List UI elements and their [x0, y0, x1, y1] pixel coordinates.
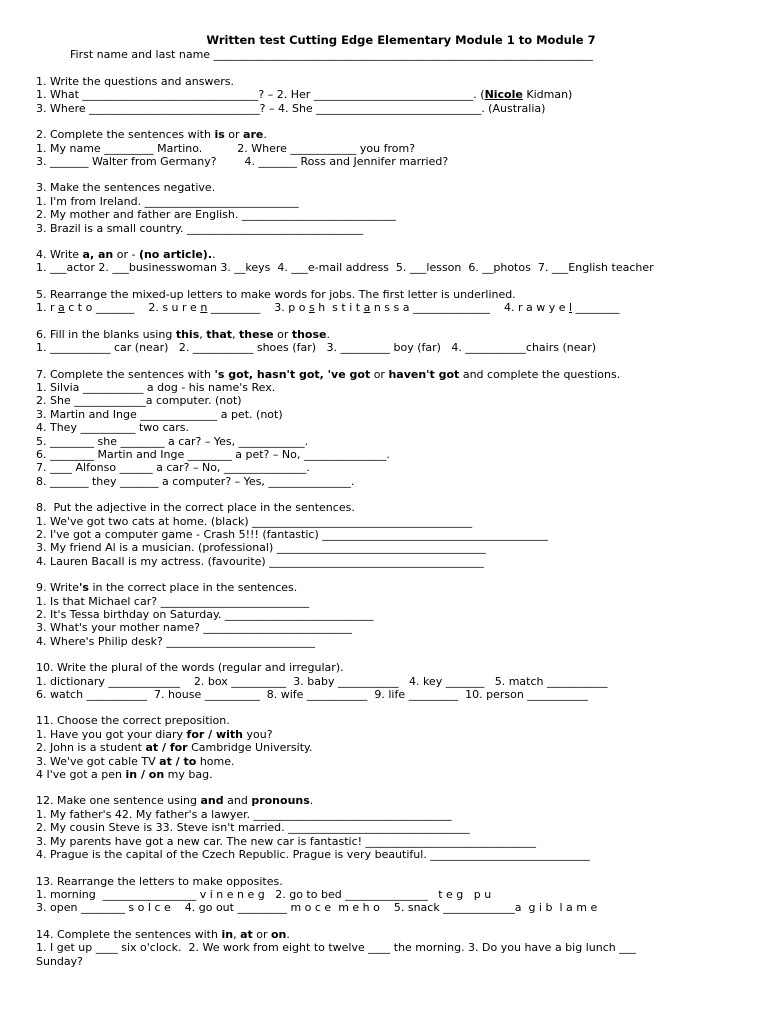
bold-text: in: [221, 927, 234, 941]
exercise-item: [36, 461, 736, 474]
exercise-8: [36, 501, 736, 568]
text-run: 9. Write: [36, 581, 80, 595]
text-run: ,: [233, 927, 241, 941]
exercise-item: [36, 621, 736, 634]
text-run: 1. morning _________________ v i n e n e g 2. go to bed _______________ t e g p u: [36, 887, 492, 901]
text-run: and: [223, 794, 252, 808]
exercise-item: [36, 381, 736, 394]
exercise-item: [36, 768, 736, 781]
text-run: 3. Where _______________________________? – 4. She ______________________________. (Australia): [36, 101, 546, 115]
exercise-10: [36, 661, 736, 701]
exercise-item: [36, 541, 736, 554]
bold-text: at / to: [159, 754, 197, 768]
text-run: _________ 3. p o: [207, 301, 309, 315]
exercise-instruction: [36, 181, 736, 194]
text-run: ________: [572, 301, 620, 315]
text-run: 5. ________ she ________ a car? – Yes, ____________.: [36, 434, 309, 448]
text-run: 13. Rearrange the letters to make opposites.: [36, 874, 283, 888]
exercise-instruction: [36, 368, 736, 381]
exercise-item: [36, 901, 736, 914]
text-run: 4. Lauren Bacall is my actress. (favourite) _______________________________________: [36, 554, 484, 568]
exercise-item: [36, 635, 736, 648]
bold-text: this: [175, 327, 200, 341]
text-run: .: [309, 794, 314, 808]
exercise-item: [36, 741, 736, 754]
text-run: .: [212, 248, 216, 262]
text-run: 1. I get up ____ six o'clock. 2. We work from eight to twelve ____ the morning. 3. Do you have a big lunch ___: [36, 941, 636, 955]
exercise-item: [36, 755, 736, 768]
text-run: in the correct place in the sentences.: [88, 581, 298, 595]
text-run: home.: [196, 754, 235, 768]
text-run: .: [326, 327, 330, 341]
text-run: .: [286, 927, 290, 941]
exercise-instruction: [36, 714, 736, 727]
text-run: 6. ________ Martin and Inge ________ a pet? – No, _______________.: [36, 447, 390, 461]
text-run: or -: [113, 248, 139, 262]
text-run: ,: [232, 327, 240, 341]
underlined-letter: l: [569, 301, 573, 315]
exercise-item: [36, 88, 736, 101]
text-run: 3. open ________ s o l c e 4. go out _________ m o c e m e h o 5. snack _____________a g i b l a m e: [36, 901, 598, 915]
bold-text: 's got, hasn't got, 've got: [214, 367, 371, 381]
text-run: 1. My name _________ Martino. 2. Where ____________ you from?: [36, 141, 416, 155]
exercise-4: [36, 248, 736, 275]
text-run: 3. My parents have got a new car. The new car is fantastic! _______________________________: [36, 834, 537, 848]
text-run: or: [252, 927, 271, 941]
text-run: n s s a ______________ 4. r a w y e: [370, 301, 569, 315]
text-run: 1. Write the questions and answers.: [36, 75, 234, 88]
bold-text: is: [214, 128, 225, 142]
text-run: 3. What's your mother name? ___________________________: [36, 621, 352, 635]
text-run: 2. She _____________a computer. (not): [36, 394, 242, 408]
exercise-instruction: [36, 928, 736, 941]
text-run: you?: [243, 727, 273, 741]
bold-text: in / on: [125, 768, 165, 782]
underlined-letter: a: [58, 301, 65, 315]
bold-text: for / with: [186, 727, 244, 741]
bold-text: pronouns: [251, 794, 310, 808]
text-run: h s t i t: [314, 301, 364, 315]
text-run: 10. Write the plural of the words (regular and irregular).: [36, 661, 344, 675]
text-run: 3. Make the sentences negative.: [36, 181, 216, 195]
underlined-text: Nicole: [484, 88, 523, 102]
exercise-item: [36, 515, 736, 528]
exercise-item: [36, 528, 736, 541]
exercise-item: [36, 675, 736, 688]
text-run: ,: [199, 327, 207, 341]
exercise-instruction: [36, 661, 736, 674]
text-run: 3. We've got cable TV: [36, 754, 160, 768]
text-run: 1. We've got two cats at home. (black) ________________________________________: [36, 514, 473, 528]
text-run: 1. I'm from Ireland. ____________________________: [36, 194, 299, 208]
text-run: 6. Fill in the blanks using: [36, 327, 176, 341]
exercise-item: [36, 341, 736, 354]
exercise-item: [36, 102, 736, 115]
exercise-12: [36, 794, 736, 861]
text-run: 1. Have you got your diary: [36, 727, 187, 741]
text-run: 1. What ________________________________? – 2. Her _____________________________. (: [36, 88, 485, 102]
bold-text: on: [271, 927, 287, 941]
exercise-item: [36, 222, 736, 235]
exercise-item: [36, 155, 736, 168]
text-run: 4. Prague is the capital of the Czech Republic. Prague is very beautiful. _____________________________: [36, 848, 590, 862]
text-run: 1. Silvia ___________ a dog - his name's Rex.: [36, 380, 276, 394]
exercise-instruction: [36, 501, 736, 514]
text-run: 1. r: [36, 301, 59, 315]
exercise-14: [36, 928, 736, 968]
exercise-instruction: [36, 75, 736, 88]
exercise-instruction: [36, 794, 736, 807]
exercise-instruction: [36, 248, 736, 261]
text-run: and complete the questions.: [459, 367, 621, 381]
exercise-item: [36, 555, 736, 568]
exercise-instruction: [36, 875, 736, 888]
text-run: 2. It's Tessa birthday on Saturday. ___________________________: [36, 608, 374, 621]
exercise-13: [36, 875, 736, 915]
exercise-item: [36, 435, 736, 448]
bold-text: [485, 88, 523, 101]
text-run: 7. ____ Alfonso ______ a car? – No, _______________.: [36, 461, 310, 475]
underlined-letter: a: [363, 301, 371, 315]
text-run: 2. Complete the sentences with: [36, 128, 215, 142]
exercise-item: [36, 301, 736, 314]
exercise-item: [36, 821, 736, 834]
exercise-instruction: [36, 328, 736, 341]
text-run: 2. I've got a computer game - Crash 5!!! (fantastic) _________________________________________: [36, 527, 548, 541]
bold-text: at / for: [145, 741, 188, 755]
bold-text: that: [206, 327, 233, 341]
bold-text: and: [200, 794, 224, 808]
exercise-item: [36, 421, 736, 434]
exercise-11: [36, 714, 736, 781]
text-run: Cambridge University.: [187, 741, 313, 755]
text-run: 3. Brazil is a small country. ________________________________: [36, 221, 363, 235]
exercise-2: [36, 128, 736, 168]
bold-text: 's: [79, 581, 89, 595]
text-run: 3. Martin and Inge ______________ a pet. (not): [36, 407, 283, 421]
text-run: 3. My friend Al is a musician. (professional) ______________________________________: [36, 541, 486, 555]
text-run: 4. Write: [36, 248, 83, 262]
bold-text: those: [291, 327, 327, 341]
text-run: 1. Is that Michael car? ___________________________: [36, 594, 310, 608]
text-run: .: [263, 128, 267, 142]
exercise-item: [36, 728, 736, 741]
exercise-7: [36, 368, 736, 489]
exercise-5: [36, 288, 736, 315]
text-run: 2. My mother and father are English. ____________________________: [36, 208, 396, 222]
text-run: 1. ___actor 2. ___businesswoman 3. __keys 4. ___e-mail address 5. ___lesson 6. __photos 7. ___English teacher: [36, 261, 654, 275]
exercise-item: [36, 955, 736, 968]
text-run: or: [273, 327, 292, 341]
text-run: or: [224, 128, 244, 142]
exercise-3: [36, 181, 736, 235]
text-run: c t o _______ 2. s u r e: [64, 301, 201, 315]
text-run: 1. My father's 42. My father's a lawyer. ____________________________________: [36, 807, 452, 821]
exercise-item: [36, 195, 736, 208]
exercise-item: [36, 608, 736, 621]
text-run: 2. John is a student: [36, 741, 146, 755]
text-run: 4 I've got a pen: [36, 768, 126, 782]
text-run: my bag.: [164, 768, 213, 782]
worksheet: [36, 33, 736, 968]
exercise-item: [36, 394, 736, 407]
exercise-instruction: [36, 288, 736, 301]
exercise-instruction: [36, 128, 736, 141]
text-run: 2. My cousin Steve is 33. Steve isn't married. _________________________________: [36, 821, 470, 835]
underlined-letter: s: [308, 301, 315, 315]
exercise-item: [36, 448, 736, 461]
exercise-9: [36, 581, 736, 648]
text-run: 12. Make one sentence using: [36, 794, 201, 808]
exercise-item: [36, 835, 736, 848]
exercise-item: [36, 888, 736, 901]
text-run: or: [370, 367, 389, 381]
bold-text: haven't got: [388, 367, 460, 381]
text-run: Kidman): [522, 88, 573, 102]
exercise-item: [36, 848, 736, 861]
text-run: 3. _______ Walter from Germany? 4. _______ Ross and Jennifer married?: [36, 155, 449, 169]
bold-text: these: [239, 327, 274, 341]
bold-text: a, an: [82, 248, 114, 262]
text-run: Sunday?: [36, 954, 83, 968]
bold-text: are: [243, 128, 264, 142]
text-run: 1. ___________ car (near) 2. ___________ shoes (far) 3. _________ boy (far) 4. ___________chairs (near): [36, 341, 597, 355]
exercise-item: [36, 261, 736, 274]
text-run: 6. watch ___________ 7. house __________ 8. wife ___________ 9. life _________ 10. person ___________: [36, 688, 588, 702]
text-run: 4. They __________ two cars.: [36, 421, 190, 435]
exercise-item: [36, 808, 736, 821]
text-run: 14. Complete the sentences with: [36, 927, 222, 941]
exercise-list: [36, 75, 736, 968]
text-run: 8. _______ they _______ a computer? – Yes, _______________.: [36, 474, 355, 488]
exercise-item: [36, 142, 736, 155]
exercise-item: [36, 688, 736, 701]
text-run: 4. Where's Philip desk? ___________________________: [36, 634, 315, 648]
exercise-item: [36, 475, 736, 488]
exercise-6: [36, 328, 736, 355]
underlined-letter: n: [200, 301, 208, 315]
bold-text: (no article).: [138, 248, 213, 262]
bold-text: at: [240, 927, 253, 941]
exercise-1: [36, 75, 736, 115]
exercise-item: [36, 595, 736, 608]
page-title: Written test Cutting Edge Elementary Module 1 to Module 7: [206, 33, 596, 47]
exercise-item: [36, 941, 736, 954]
text-run: 1. dictionary _____________ 2. box __________ 3. baby ___________ 4. key _______ 5. match ___________: [36, 674, 608, 688]
text-run: 7. Complete the sentences with: [36, 367, 215, 381]
text-run: 8. Put the adjective in the correct place in the sentences.: [36, 501, 355, 515]
name-line: First name and last name _____________________________________________________________________: [70, 48, 594, 61]
exercise-item: [36, 408, 736, 421]
text-run: 11. Choose the correct preposition.: [36, 714, 230, 728]
exercise-instruction: [36, 581, 736, 594]
text-run: 5. Rearrange the mixed-up letters to make words for jobs. The first letter is underlined.: [36, 287, 516, 301]
exercise-item: [36, 208, 736, 221]
